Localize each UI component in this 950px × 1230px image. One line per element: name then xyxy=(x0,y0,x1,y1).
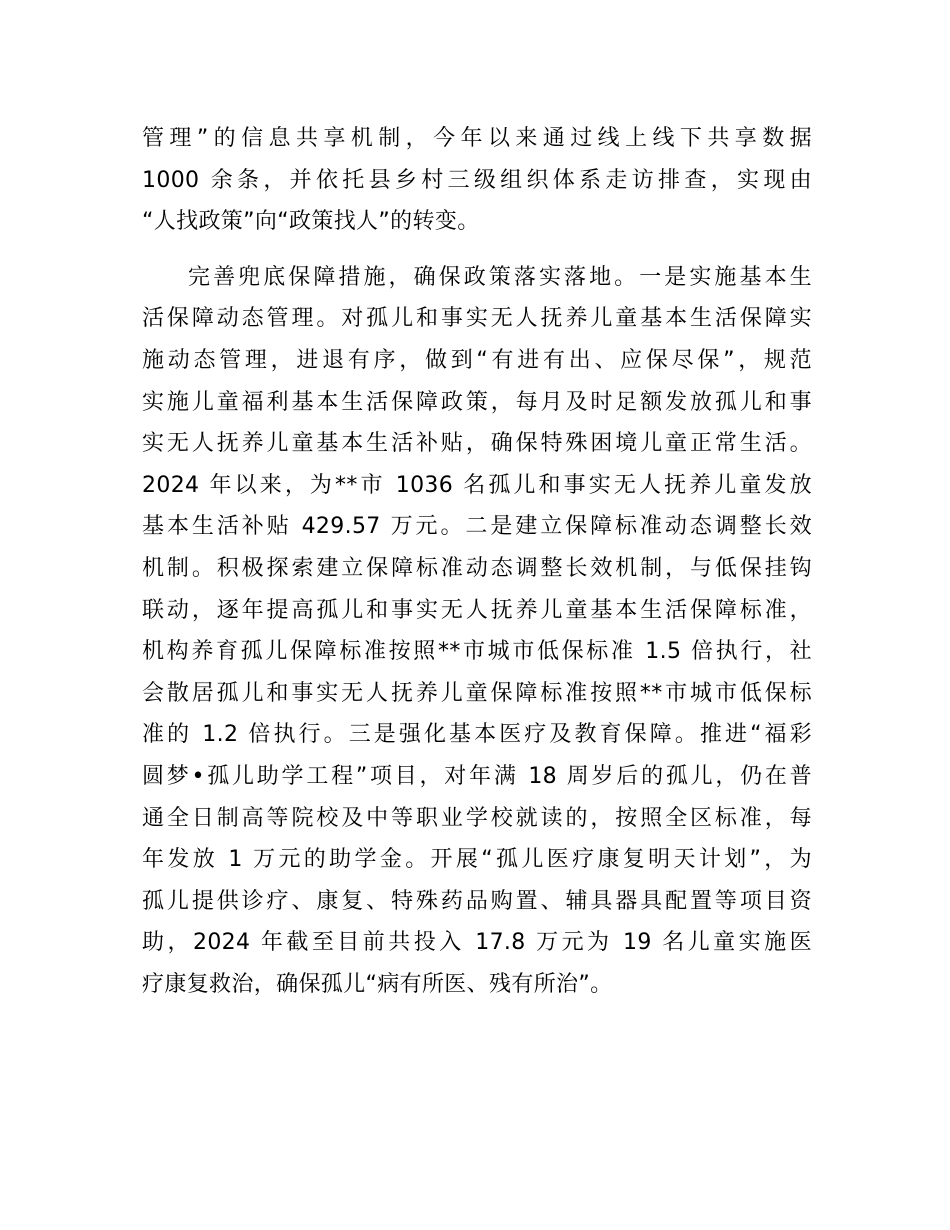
text-line: 机制。积极探索建立保障标准动态调整长效机制，与低保挂钩 xyxy=(142,555,812,581)
text-line: “人找政策”向“政策找人”的转变。 xyxy=(142,209,480,235)
text-line: 联动，逐年提高孤儿和事实无人抚养儿童基本生活保障标准， xyxy=(142,597,812,623)
paragraph-spacer xyxy=(142,243,812,257)
text-line: 孤儿提供诊疗、康复、特殊药品购置、辅具器具配置等项目资 xyxy=(142,888,812,914)
paragraph-info-sharing xyxy=(142,118,812,243)
text-line: 年发放 1 万元的助学金。开展“孤儿医疗康复明天计划”，为 xyxy=(142,847,812,873)
text-line: 2024 年以来，为**市 1036 名孤儿和事实无人抚养儿童发放 xyxy=(142,472,812,498)
text-line: 管理”的信息共享机制，今年以来通过线上线下共享数据 xyxy=(142,126,812,151)
text-line: 疗康复救治，确保孤儿“病有所医、残有所治”。 xyxy=(142,971,613,997)
text-line: 活保障动态管理。对孤儿和事实无人抚养儿童基本生活保障实 xyxy=(142,306,812,332)
text-line: 1000 余条，并依托县乡村三级组织体系走访排查，实现由 xyxy=(142,167,812,193)
text-line: 施动态管理，进退有序，做到“有进有出、应保尽保”，规范 xyxy=(142,347,812,373)
text-line: 机构养育孤儿保障标准按照**市城市低保标准 1.5 倍执行，社 xyxy=(142,639,812,665)
text-line: 实无人抚养儿童基本生活补贴，确保特殊困境儿童正常生活。 xyxy=(142,431,812,457)
text-line: 完善兜底保障措施，确保政策落实落地。一是实施基本生 xyxy=(188,264,812,290)
text-line: 助，2024 年截至目前共投入 17.8 万元为 19 名儿童实施医 xyxy=(142,930,812,956)
text-line: 准的 1.2 倍执行。三是强化基本医疗及教育保障。推进“福彩 xyxy=(142,722,812,748)
paragraph-safety-net xyxy=(142,257,812,1006)
text-line: 基本生活补贴 429.57 万元。二是建立保障标准动态调整长效 xyxy=(142,514,812,540)
text-line: 圆梦•孤儿助学工程”项目，对年满 18 周岁后的孤儿，仍在普 xyxy=(142,763,812,789)
document-body xyxy=(142,118,812,1005)
text-line: 通全日制高等院校及中等职业学校就读的，按照全区标准，每 xyxy=(142,805,812,831)
text-line: 会散居孤儿和事实无人抚养儿童保障标准按照**市城市低保标 xyxy=(142,680,812,706)
text-line: 实施儿童福利基本生活保障政策，每月及时足额发放孤儿和事 xyxy=(142,389,812,415)
